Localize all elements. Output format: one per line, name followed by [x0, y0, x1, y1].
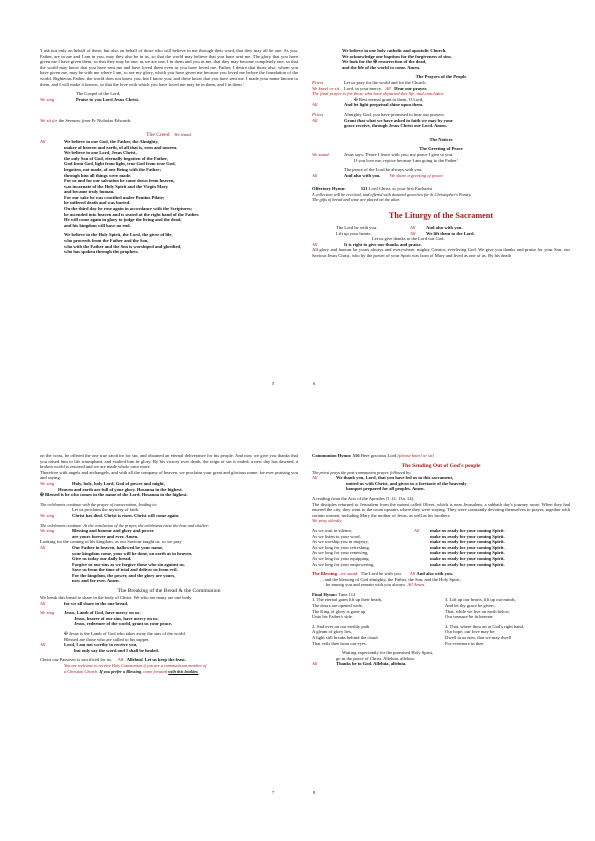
- page-8: Communion Hymn: 516 Here gracious Lord (please kneel or sit) The Sending Out of God's people The priest prays the post-communion prayer, followed by: All We thank you, Lord, that you have fed us in this sacrament, united us with Christ, and given us a foretaste of the heavenly banquet prepared for all peoples. Amen. A reading from the Acts of the Apostles (1:12, 13a, 14). The disciples returned to Jerusalem from the mount called Olivet, which is near Jerusalem, a sabbath day's journey away. When they had entered the city, they went to the room upstairs where they were staying. They were constantly devoting themselves to prayer, together with certain women, including Mary the mother of Jesus, as well as his brothers. We pray silently. As we wait in silence, All make us ready for your coming Spirit. As we listen to your word, make us ready for your coming Spirit. As we worship you in majesty, make us ready for your coming Spirit. As we long for your refreshing, make us ready for your coming Spirit. As we long for your renewing, make us ready for your coming Spirit. As we long for your equipping, make us ready for your coming Spirit. As we long for your empowering, make us ready for your coming Spirit. The Blessing—we stand. The Lord be with you. All And also with you. …and the blessing of God almighty, the Father, the Son, and the Holy Spirit, be among you and remain with you always. All Amen. Final Hymn: Tune 112 1. The eternal gates lift up their heads, The doors are opened wide, The King of glory is gone up Unto his Father's side. 3. Lift up our hearts, lift up our minds, And let thy grace be given, That, while we live on earth below, Our treasure be in heaven: 2. And ever on our earthly path A gleam of glory lies, A light still breaks behind the cloud That veils thee from our eyes. 4. That, where thou art at God's right hand, Our hope, our love may be: Dwell in us now, that we may dwell For evermore in thee. Waiting expectantly for the promised Holy Spirit, go in the peace of Christ. Alleluia, alleluia. All Thanks be to God. Alleluia, alleluia.: [312, 453, 570, 667]
- we-sing-label: We sing: [40, 96, 55, 102]
- breaking-title: The Breaking of the Bread & the Communion: [117, 588, 221, 595]
- creed-heading: [40, 132, 298, 139]
- prayer-paragraph: 'I ask not only on behalf of these, but also on behalf of those who will believe in me through their word, that they may all be one. As you, Father, are in me and I am in you, may they also be in us, so that the world may believe that you have sent me. The glory that you have given me I have given them, so that they may be one, as we are one, I in them and you in me, that they may become completely one, so that the world may know that you have sent me and have loved them even as you have loved me. Father, I desire that those also, whom you have given me, may be with me where I am, to see my glory, which you have given me because you loved me before the foundation of the world. Righteous Father, the world does not know you, but I know you; and these know that you have sent me. I made your name known to them, and I will make it known, so that the love with which you have loved me may be in them, and I in them.': [40, 48, 298, 87]
- offertory-hymn: Offertory Hymn: 521 Lord Christ, at your first Eucharist: [312, 186, 433, 192]
- blessing-line: The Blessing—we stand. The Lord be with you. All And also with you.: [312, 571, 453, 577]
- page-number-5: 5: [272, 381, 275, 386]
- page-7: on the cross, he offered the one true sacrifice for sin, and obtained an eternal deliverance for his people. And now we give you thanks that you raised him to life triumphant, and exalted him in glory. By his victory over death, the reign of sin is ended, a new day has dawned, a broken world is restored and we are made whole once more. Therefore with angels and archangels, and with all the company of heaven, we proclaim your great and glorious name, for ever praising you and saying: We sing Holy, holy, holy Lord, God of power and might, Heaven and earth are full of your glory. Hosanna in the highest. ✠ Blessed is he who comes in the name of the Lord. Hosanna in the highest. The celebrants continue with the prayer of consecration, leading to: Let us proclaim the mystery of faith. We sing Christ has died. Christ is risen. Christ will come again. The celebrants continue. At the conclusion of the prayer, the celebrants raise the host and chalice: We sing Blessing and honour and glory and power are yours forever and ever. Amen. Looking for the coming of his kingdom, as our Saviour taught us, so we pray All Our Father in heaven, hallowed be your name, your kingdom come, your will be done, on earth as in heaven. Give us today our daily bread. Forgive us our sins as we forgive those who sin against us. Save us from the time of trial and deliver us from evil. For the kingdom, the power, and the glory are yours, now and for ever. Amen. The Breaking of the Bread & the Communion We break this bread to share in the body of Christ. We who are many are one body All for we all share in the one bread. We sing Jesus, Lamb of God, have mercy on us. Jesus, bearer of our sins, have mercy on us. Jesus, redeemer of the world, grant us your peace. ✠ Jesus is the Lamb of God who takes away the sins of the world. Blessed are those who are called to his supper. All Lord, I am not worthy to receive you, but only say the word and I shall be healed. Christ our Passover is sacrificed for us. All Alleluia! Let us keep the feast. You are welcome to receive Holy Communion if you are a communicant member of a Christian Church. If you prefer a Blessing, come forward with this booklet.: [40, 453, 298, 674]
- page-5: [40, 48, 298, 255]
- sermon-line: We sit for the Sermon, from Fr Nicholas Edwards: [40, 118, 131, 124]
- creed-text: We believe in one God, the Father, the Almighty, maker of heaven and earth, of all that is, seen and unseen. We believe in one Lord, Jesus Christ, the only Son of God, eternally begotten of the Father, God from God, light from light, true God from true God, begotten, not made, of one Being with the Father; through him all things were made. For us and for our salvation he came down from heaven, was incarnate of the Holy Spirit and the Virgin Mary and became truly human. For our sake he was crucified under Pontius Pilate; he suffered death and was buried. On the third day he rose again in accordance with the Scriptures; he ascended into heaven and is seated at the right hand of the Father. He will come again in glory to judge the living and the dead, and his kingdom will have no end. We believe in the Holy Spirit, the Lord, the giver of life, who proceeds from the Father and the Son, who with the Father and the Son is worshiped and glorified, who has spoken through the prophets.: [64, 138, 200, 255]
- peace-title: The Greeting of Peace: [419, 146, 463, 152]
- notices-title: The Notices: [429, 136, 453, 142]
- creed-title: The Creed: [146, 131, 170, 138]
- final-hymn: Final Hymn: Tune 112: [312, 591, 356, 597]
- hymn-verses-2: 2. And ever on our earthly path A gleam of glory lies, A light still breaks behind the cloud That veils thee from our eyes. 4. That, where thou art at God's right hand, Our hope, our love may be: Dwell in us now, that we may dwell For evermore in thee.: [312, 623, 524, 646]
- prayers-title: The Prayers of the People: [415, 74, 467, 80]
- page-number-8: 8: [313, 790, 316, 795]
- hymn-verses-1: 1. The eternal gates lift up their heads, The doors are opened wide, The King of glory is gone up Unto his Father's side. 3. Lift up our hearts, lift up our minds, And let thy grace be given, That, while we live on earth below, Our treasure be in heaven:: [312, 597, 516, 620]
- communion-hymn: Communion Hymn: 516 Here gracious Lord (please kneel or sit): [312, 453, 434, 458]
- preface-text: All glory and honour be yours always and everywhere, mighty Creator, everliving God. We give you thanks and praise for your Son, our Saviour Jesus Christ, who by the power of your Spirit was born of Mary and lived as one of us. By his death: [312, 247, 570, 259]
- gospel-response-text: Praise to you Lord Jesus Christ.: [76, 96, 140, 102]
- sending-title: The Sending Out of God's people: [401, 462, 481, 469]
- page-number-7: 7: [272, 790, 275, 795]
- final-prayer-note: The final prayer is for those who have departed this life, and concludes:: [312, 91, 445, 97]
- gospel-response: [40, 97, 298, 103]
- page-number-6: 6: [313, 381, 316, 386]
- gospel-line: The Gospel of the Lord,: [76, 91, 121, 97]
- creed-block: All We believe in one God, the Father, the Almighty, maker of heaven and earth, of all that is, seen and unseen. We believe in one Lord, Jesus Christ, the only Son of God, eternally begotten of the Father, God from God, light from light, true God from true God, begotten, not made, of one Being with the Father; through him all things were made. For us and for our salvation he came down from heaven, was incarnate of the Holy Spirit and the Virgin Mary and became truly human. For our sake he was crucified under Pontius Pilate; he suffered death and was buried. On the third day he rose again in accordance with the Scriptures; he ascended into heaven and is seated at the right hand of the Father. He will come again in glory to judge the living and the dead, and his kingdom will have no end. We believe in the Holy Spirit, the Lord, the giver of life, who proceeds from the Father and the Son, who with the Father and the Son is worshiped and glorified, who has spoken through the prophets.: [40, 139, 298, 255]
- liturgy-title: The Liturgy of the Sacrament: [388, 211, 494, 221]
- creed-stand-note: We stand.: [174, 131, 192, 137]
- page-6: We believe in one holy catholic and apostolic Church. We acknowledge one baptism for the forgiveness of sins. We look for the ✠ resurrection of the dead, and the life of the world to come. Amen. The Prayers of the People Priest Let us pray for the world and for the Church. We kneel or sit. Lord, in your mercy, All Hear our prayer. The final prayer is for those who have departed this life, and concludes: ✠ Rest eternal grant to them, O Lord, All And let light perpetual shine upon them. Priest Almighty God, you have promised to hear our prayers. All Grant that what we have asked in faith we may by your grace receive, through Jesus Christ our Lord. Amen. The Notices The Greeting of Peace We stand. Jesus says: 'Peace I leave with you; my peace I give to you. If you love me, rejoice because I am going to the Father'. The peace of the Lord be always with you. All And also with you. We share a greeting of peace. Offertory Hymn: 521 Lord Christ, at your first Eucharist A collection will be received, and offered with donated groceries for St Christopher's Pantry. The gifts of bread and wine are placed on the altar. The Liturgy of the Sacrament The Lord be with you. All And also with you. Lift up your hearts. All We lift them to the Lord. Let us give thanks to the Lord our God. All It is right to give our thanks and praise. All glory and honour be yours always and everywhere, mighty Creator, everliving God. We give you thanks and praise for your Son, our Saviour Jesus Christ, who by the power of your Spirit was born of Mary and lived as one of us. By his death: [312, 48, 570, 259]
- church-lines: We believe in one holy catholic and apostolic Church. We acknowledge one baptism for the forgiveness of sins. We look for the ✠ resurrection of the dead, and the life of the world to come. Amen.: [342, 48, 452, 70]
